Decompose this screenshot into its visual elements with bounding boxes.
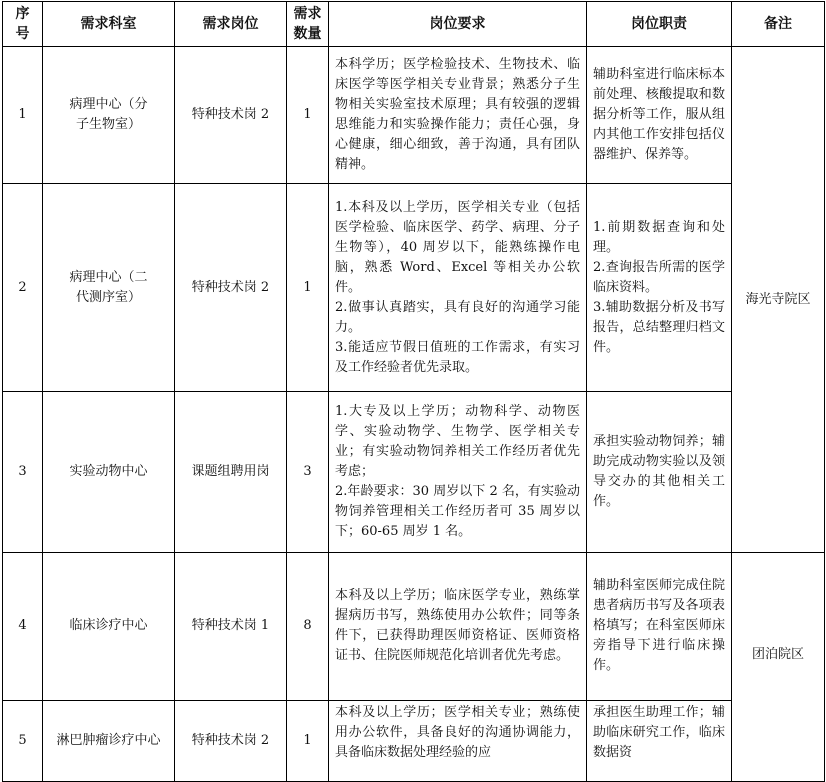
cell-seq: 3 — [3, 392, 43, 553]
header-post: 需求岗位 — [175, 2, 287, 47]
cell-seq: 1 — [3, 47, 43, 184]
cell-post: 特种技术岗 2 — [175, 184, 287, 392]
cell-duty — [587, 47, 732, 184]
cell-req — [329, 553, 587, 701]
duty-line: 2.查询报告所需的医学临床资料。 — [593, 259, 725, 295]
req-line: 1.大专及以上学历；动物科学、动物医学、实验动物学、生物学、医学相关专业；有实验动物饲养相关工作经历者优先考虑； — [335, 404, 580, 479]
cell-post: 课题组聘用岗 — [175, 392, 287, 553]
cell-duty — [587, 553, 732, 701]
req-line: 本科及以上学历；医学相关专业；熟练使用办公软件，具备良好的沟通协调能力，具备临床数据处理经验的应 — [335, 704, 580, 760]
cell-duty — [587, 184, 732, 392]
header-dept: 需求科室 — [43, 2, 175, 47]
cell-dept: 临床诊疗中心 — [43, 553, 175, 701]
table-row — [3, 47, 825, 184]
duty-line: 3.辅助数据分析及书写报告，总结整理归档文件。 — [593, 299, 725, 355]
header-row — [3, 2, 825, 47]
cell-dept: 淋巴肿瘤诊疗中心 — [43, 700, 175, 781]
cell-seq: 4 — [3, 553, 43, 701]
req-line: 3.能适应节假日值班的工作需求，有实习及工作经验者优先录取。 — [335, 339, 580, 375]
cell-count: 1 — [287, 700, 329, 781]
cell-count: 8 — [287, 553, 329, 701]
req-line: 2.做事认真踏实，具有良好的沟通学习能力。 — [335, 299, 580, 335]
cell-post: 特种技术岗 2 — [175, 47, 287, 184]
cell-seq: 5 — [3, 700, 43, 781]
cell-note-group2: 团泊院区 — [732, 553, 825, 782]
header-seq: 序号 — [3, 2, 43, 47]
table-row — [3, 553, 825, 701]
header-duty: 岗位职责 — [587, 2, 732, 47]
cell-post: 特种技术岗 1 — [175, 553, 287, 701]
cell-count: 1 — [287, 184, 329, 392]
cell-count: 3 — [287, 392, 329, 553]
cell-req — [329, 392, 587, 553]
header-req: 岗位要求 — [329, 2, 587, 47]
cell-req — [329, 184, 587, 392]
req-line: 1.本科及以上学历，医学相关专业（包括医学检验、临床医学、药学、病理、分子生物等），40 周岁以下，能熟练操作电脑，熟悉 Word、Excel 等相关办公软件。 — [335, 199, 580, 295]
duty-line: 承担医生助理工作；辅助临床研究工作，临床数据资 — [593, 704, 725, 760]
duty-line: 承担实验动物饲养；辅助完成动物实验以及领导交办的其他相关工作。 — [593, 434, 725, 509]
duty-line: 辅助科室进行临床标本前处理、核酸提取和数据分析等工作，服从组内其他工作安排包括仪器维护、保养等。 — [593, 67, 725, 162]
table-row — [3, 184, 825, 392]
recruitment-table — [2, 1, 825, 782]
cell-duty — [587, 392, 732, 553]
header-note: 备注 — [732, 2, 825, 47]
cell-req — [329, 700, 587, 781]
cell-req — [329, 47, 587, 184]
req-line: 本科学历；医学检验技术、生物技术、临床医学等医学相关专业背景；熟悉分子生物相关实验室技术原理；具有较强的逻辑思维能力和实验操作能力；责任心强，身心健康，细心细致，善于沟通，具有团队精神。 — [335, 57, 580, 172]
cell-dept: 病理中心（二代测序室） — [43, 184, 175, 392]
duty-line: 辅助科室医师完成住院患者病历书写及各项表格填写；在科室医师床旁指导下进行临床操作。 — [593, 578, 725, 674]
cell-dept: 病理中心（分子生物室） — [43, 47, 175, 184]
req-line: 2.年龄要求：30 周岁以下 2 名，有实验动物饲养管理相关工作经历者可 35 周岁以下；60-65 周岁 1 名。 — [335, 484, 580, 539]
cell-seq: 2 — [3, 184, 43, 392]
cell-dept: 实验动物中心 — [43, 392, 175, 553]
cell-post: 特种技术岗 2 — [175, 700, 287, 781]
header-count: 需求数量 — [287, 2, 329, 47]
cell-note-group1: 海光寺院区 — [732, 47, 825, 553]
req-line: 本科及以上学历；临床医学专业，熟练掌握病历书写，熟练使用办公软件；同等条件下，已获得助理医师资格证、医师资格证书、住院医师规范化培训者优先考虑。 — [335, 588, 580, 664]
duty-line: 1.前期数据查询和处理。 — [593, 219, 725, 255]
cell-duty — [587, 700, 732, 781]
cell-count: 1 — [287, 47, 329, 184]
table-row — [3, 700, 825, 781]
table-row — [3, 392, 825, 553]
